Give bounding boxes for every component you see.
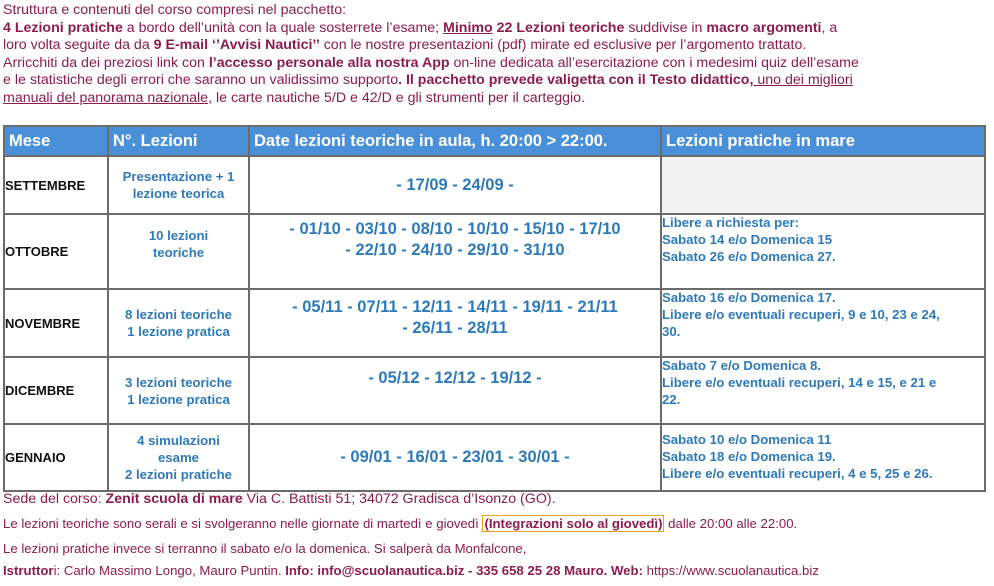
schedule-table — [3, 125, 986, 492]
header-sea: Lezioni pratiche in mare — [661, 126, 985, 156]
intro-line-5: e le statistiche degli errori che saranno un validissimo supporto. Il pacchetto prevede valigetta con il Testo didattico, uno dei migliori — [3, 72, 853, 89]
lessons-cell: 3 lezioni teoriche 1 lezione pratica — [108, 357, 249, 424]
table-row — [4, 214, 985, 289]
table-header-row — [4, 126, 985, 156]
table-row — [4, 357, 985, 424]
course-intro — [3, 2, 988, 108]
dates-cell: - 17/09 - 24/09 - — [249, 156, 661, 214]
sea-cell: Libere a richiesta per: Sabato 14 e/o Domenica 15 Sabato 26 e/o Domenica 27. — [661, 214, 985, 289]
sea-cell: Sabato 7 e/o Domenica 8. Libere e/o eventuali recuperi, 14 e 15, e 21 e 22. — [661, 357, 985, 424]
month-cell: OTTOBRE — [4, 214, 108, 289]
dates-cell: - 09/01 - 16/01 - 23/01 - 30/01 - — [249, 424, 661, 491]
website-link[interactable]: https://www.scuolanautica.biz — [642, 563, 819, 578]
header-dates: Date lezioni teoriche in aula, h. 20:00 > 22:00. — [249, 126, 661, 156]
month-cell: GENNAIO — [4, 424, 108, 491]
month-cell: SETTEMBRE — [4, 156, 108, 214]
month-cell: NOVEMBRE — [4, 289, 108, 357]
intro-line-6: manuali del panorama nazionale, le carte nautiche 5/D e 42/D e gli strumenti per il carteggio. — [3, 89, 586, 106]
lessons-cell: 10 lezioni teoriche — [108, 214, 249, 289]
sea-cell — [661, 156, 985, 214]
lessons-cell: Presentazione + 1 lezione teorica — [108, 156, 249, 214]
lessons-cell: 8 lezioni teoriche 1 lezione pratica — [108, 289, 249, 357]
footer-contacts: Istruttori: Carlo Massimo Longo, Mauro Puntin. Info: info@scuolanautica.biz - 335 658 25 28 Mauro. Web: https://www.scuolanautica.biz — [3, 563, 819, 578]
intro-line-2: 4 Lezioni pratiche a bordo dell’unità con la quale sosterrete l’esame; Minimo 22 Lezioni teoriche suddivise in macro argomenti, a — [3, 19, 838, 36]
table-row — [4, 424, 985, 491]
intro-line-3: loro volta seguite da da 9 E-mail ‘’Avvisi Nautici’’ con le nostre presentazioni (pdf) mirate ed esclusive per l’argomento trattato. — [3, 37, 807, 54]
intro-practical-lessons: 4 Lezioni pratiche — [3, 19, 123, 36]
footer-practical-schedule: Le lezioni pratiche invece si terranno il sabato e/o la domenica. Si salperà da Monfalcone, — [3, 541, 527, 556]
instructors: i: Carlo Massimo Longo, Mauro Puntin. — [53, 563, 286, 578]
footer-venue: Sede del corso: Zenit scuola di mare Via C. Battisti 51; 34072 Gradisca d’Isonzo (GO). — [3, 491, 556, 507]
intro-line-1: Struttura e contenuti del corso compresi nel pacchetto: — [3, 2, 347, 18]
school-name: Zenit scuola di mare — [105, 491, 243, 507]
month-cell: DICEMBRE — [4, 357, 108, 424]
table-row — [4, 289, 985, 357]
sea-cell: Sabato 16 e/o Domenica 17. Libere e/o eventuali recuperi, 9 e 10, 23 e 24, 30. — [661, 289, 985, 357]
header-month: Mese — [4, 126, 108, 156]
sea-cell: Sabato 10 e/o Domenica 11 Sabato 18 e/o Domenica 19. Libere e/o eventuali recuperi, 4 e 5, 25 e 26. — [661, 424, 985, 491]
thursday-integrations: (Integrazioni solo al giovedì) — [484, 516, 663, 531]
header-lessons: N°. Lezioni — [108, 126, 249, 156]
lessons-cell: 4 simulazioni esame 2 lezioni pratiche — [108, 424, 249, 491]
intro-minimum: Minimo — [443, 19, 493, 36]
intro-line-4: Arricchiti da dei preziosi link con l’accesso personale alla nostra App on-line dedicata all’esercitazione con i medesimi quiz dell’esame — [3, 54, 859, 71]
dates-cell: - 05/12 - 12/12 - 19/12 - — [249, 357, 661, 424]
dates-cell: - 01/10 - 03/10 - 08/10 - 10/10 - 15/10 - 17/10 - 22/10 - 24/10 - 29/10 - 31/10 — [249, 214, 661, 289]
table-row — [4, 156, 985, 214]
footer-theory-schedule: Le lezioni teoriche sono serali e si svolgeranno nelle giornate di martedì e giovedì (Integrazioni solo al giovedì) dalle 20:00 alle 22:00. — [3, 516, 798, 531]
contact-info: Info: info@scuolanautica.biz - 335 658 25 28 Mauro. Web: — [285, 563, 643, 578]
dates-cell: - 05/11 - 07/11 - 12/11 - 14/11 - 19/11 - 21/11 - 26/11 - 28/11 — [249, 289, 661, 357]
